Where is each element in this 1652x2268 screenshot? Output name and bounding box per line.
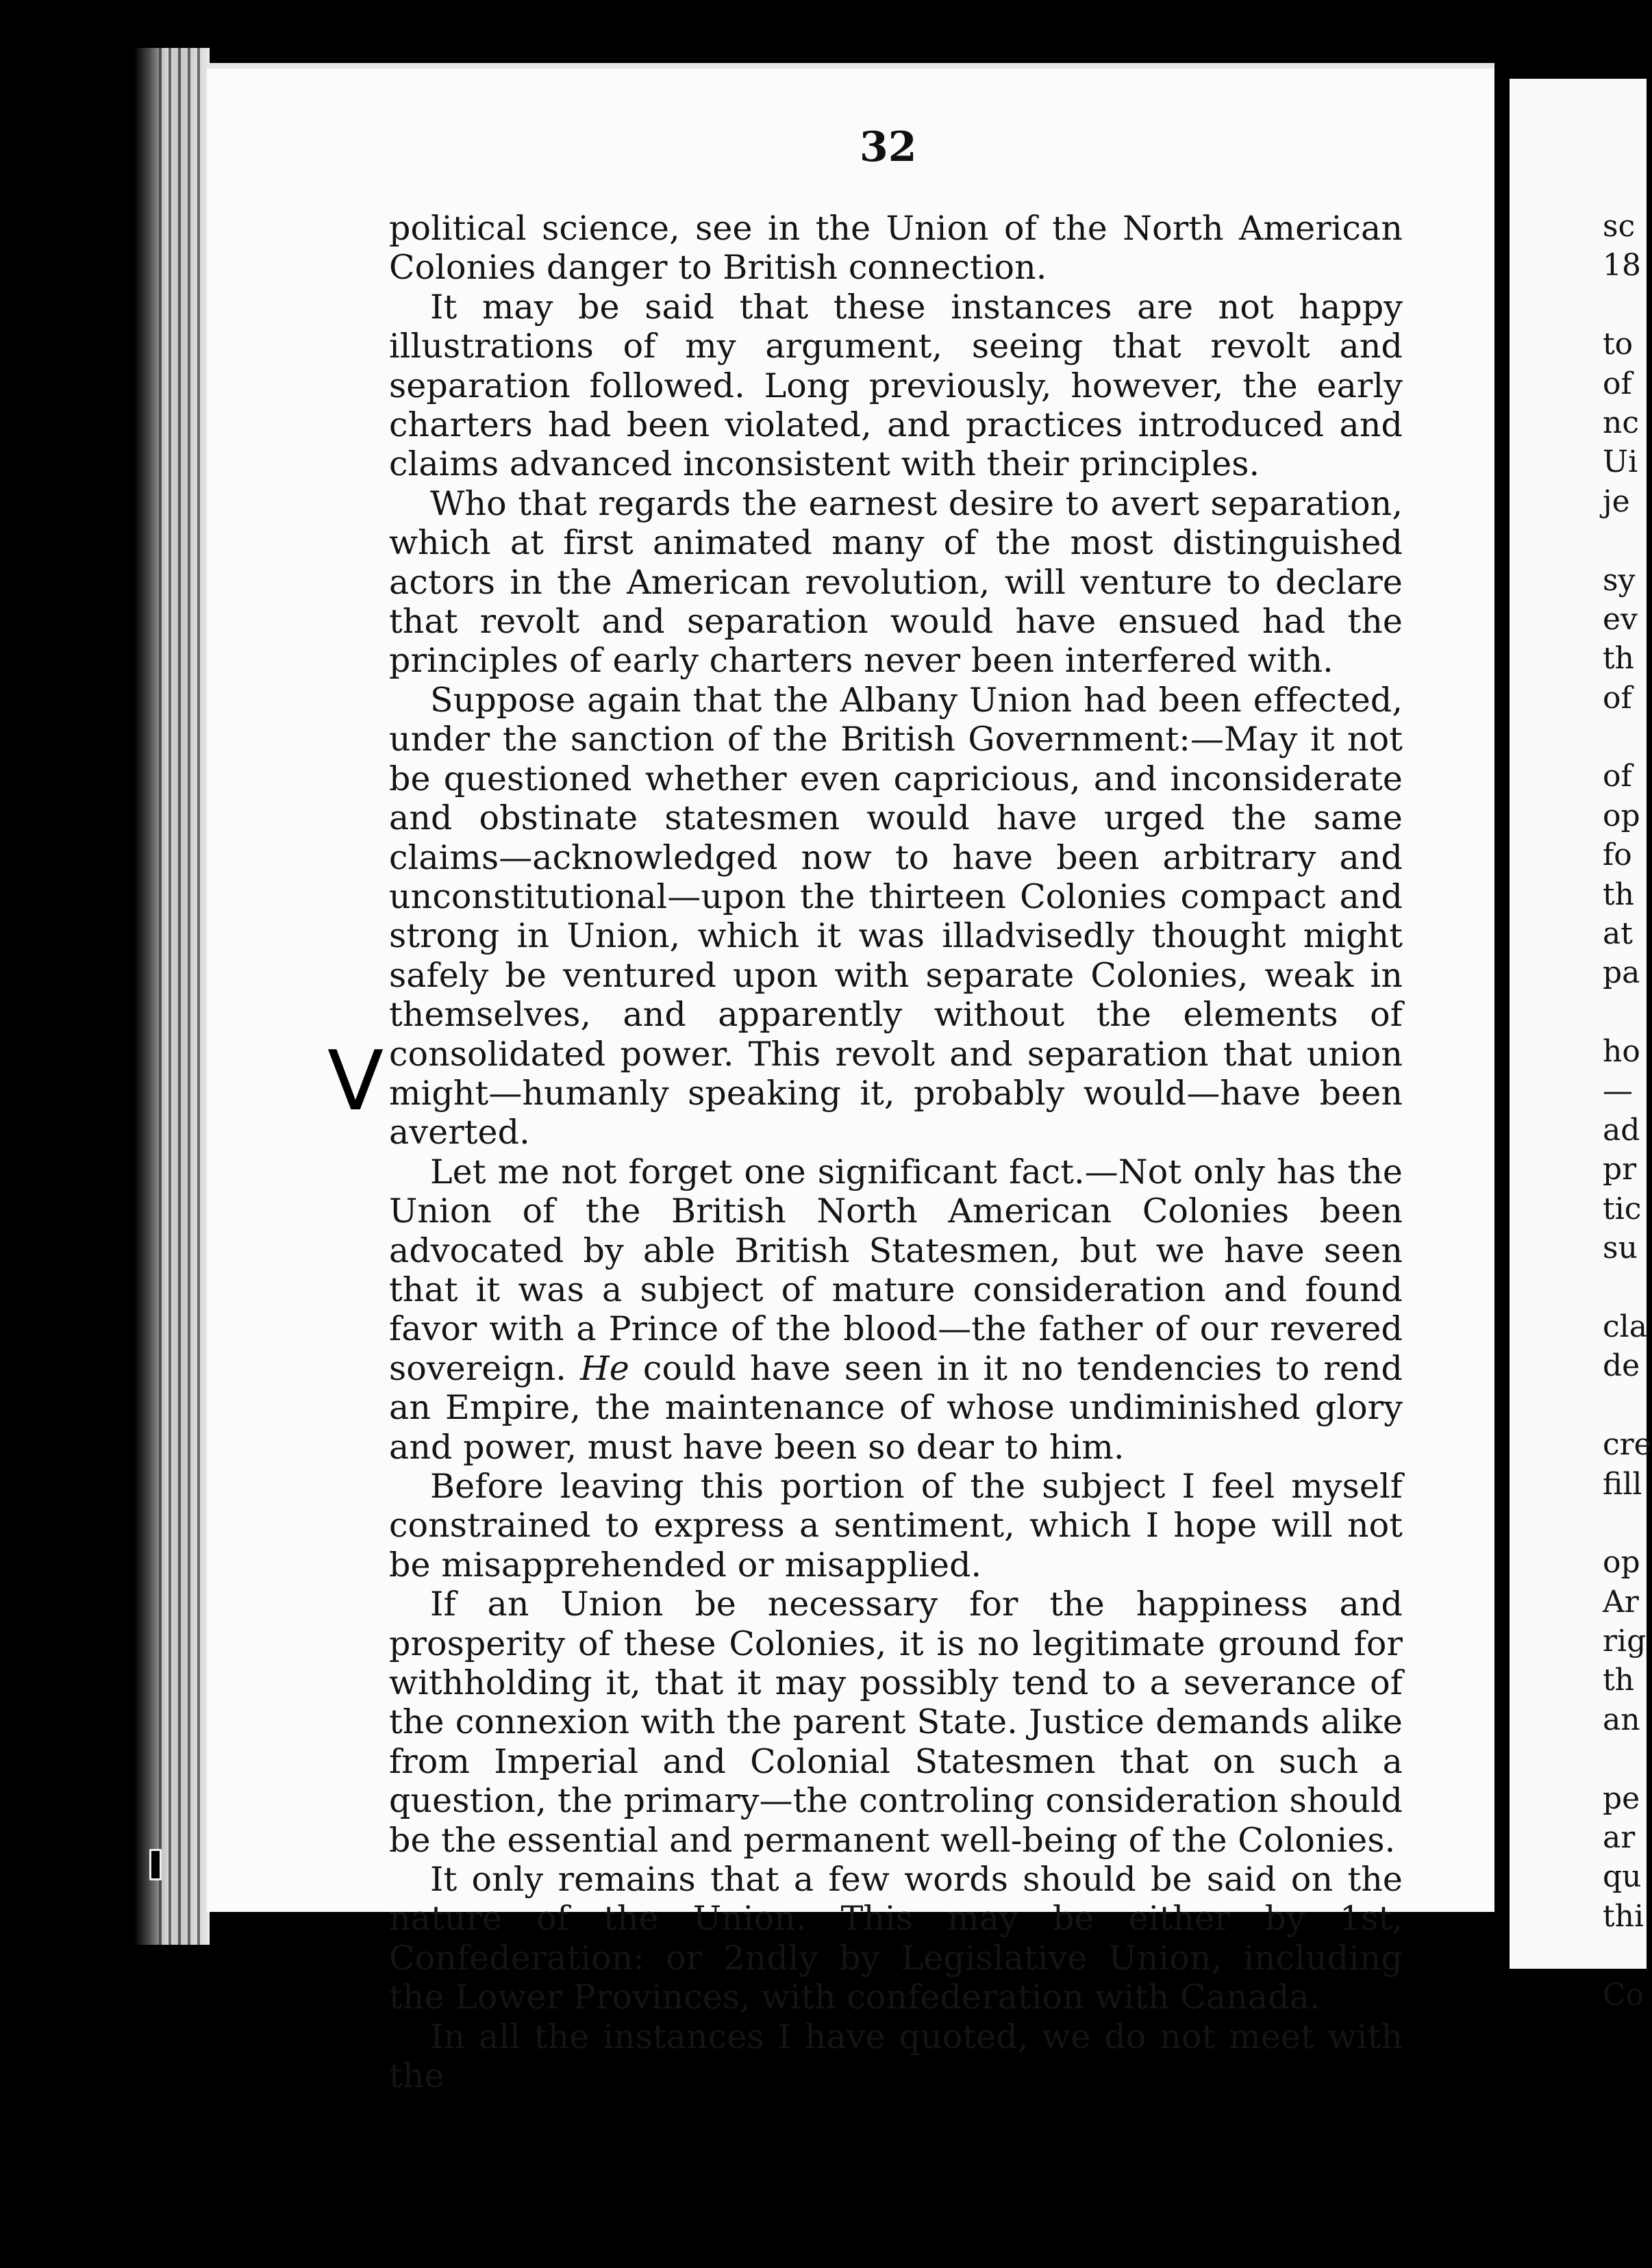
right-page-fragment: to: [1603, 327, 1634, 362]
right-page-fragment: ad: [1603, 1112, 1640, 1148]
page-edges: [159, 48, 207, 1945]
right-page-fragment: Co: [1603, 1977, 1644, 2013]
right-page-fragment: ho: [1603, 1034, 1640, 1070]
right-page-fragment: Ui: [1603, 444, 1638, 480]
margin-speck: [149, 1849, 162, 1880]
right-page-fragment: —: [1603, 1073, 1633, 1109]
right-page-fragment: sc: [1603, 209, 1636, 244]
right-page-fragment: thi: [1603, 1898, 1644, 1934]
paragraph: Before leaving this portion of the subject I feel myself constrained to express a sentiment, which I hope will not be misapprehended or misapplied.: [389, 1467, 1403, 1585]
right-page-fragment: [1603, 993, 1647, 1032]
paragraph: Suppose again that the Albany Union had been effected, under the sanction of the British Government:—May it not be questioned whether even capricious, and inconsiderate and obstinate statesmen would have urged the same claims—acknowledged now to have been arbitrary and unconstitutional—upon the thirteen Colonies compact and strong in Union, which it was illadvisedly thought might safely be ventured upon with separate Colonies, weak in themselves, and apparently without the elements of consolidated power. This revolt and separation that union might—humanly speaking it, probably would—have been averted.: [389, 680, 1403, 1152]
right-page-fragment: de: [1603, 1348, 1640, 1384]
right-page-fragment: sy: [1603, 562, 1636, 598]
paragraph: If an Union be necessary for the happiness and prosperity of these Colonies, it is no legitimate ground for withholding it, that it may possibly tend to a severance of the connexion with the parent State. Justice demands alike from Imperial and Colonial Statesmen that on such a question, the primary—the controling consideration should be the essential and permanent well-being of the Colonies.: [389, 1585, 1403, 1860]
paragraph: political science, see in the Union of the North American Colonies danger to British connection.: [389, 209, 1403, 288]
right-page-fragment: nc: [1603, 405, 1639, 440]
right-page-fragment: an: [1603, 1702, 1640, 1737]
right-page-fragment: [1603, 718, 1647, 757]
emphasis-text: He: [579, 1348, 629, 1388]
right-page-fragment: pe: [1603, 1780, 1640, 1816]
right-page-fragment: rig: [1603, 1624, 1647, 1659]
right-page-fragment: cla: [1603, 1309, 1647, 1344]
body-text: [389, 209, 1403, 2096]
paragraph: Who that regards the earnest desire to avert separation, which at first animated many of the most distinguished actors in the American revolution, will venture to declare that revolt and separation would have ensued had the principles of early charters never been interfered with.: [389, 483, 1403, 681]
right-page-fragment: ev: [1603, 601, 1638, 637]
right-page-fragment: qu: [1603, 1859, 1642, 1895]
right-page-fragment: Ar: [1603, 1584, 1639, 1620]
right-page-fragment: th: [1603, 877, 1635, 912]
right-page-fragment: [1603, 1386, 1647, 1425]
right-page-fragment: th: [1603, 1663, 1635, 1698]
right-page-fragment: op: [1603, 1545, 1640, 1580]
paragraph-text: Let me not forget one significant fact.—Not only has the Union of the British North American Colonies been advocated by able British Statesmen, but we have seen that it was a subject of mature consideration and found favor with a Prince of the blood—the father of our revered sovereign.: [389, 1152, 1403, 1388]
right-page-fragment: [1603, 1936, 1647, 1975]
right-page-fragment: pr: [1603, 1152, 1637, 1187]
right-page-fragment: of: [1603, 680, 1632, 716]
right-page-fragment: [1603, 1268, 1647, 1307]
margin-pencil-mark: V: [327, 1034, 384, 1129]
right-page-fragment: [1603, 286, 1647, 325]
paragraph-text: could have seen in it no tendencies to rend an Empire, the maintenance of whose undiminished glory and power, must have been so dear to him.: [389, 1348, 1403, 1467]
right-page-fragment: fill: [1603, 1466, 1642, 1502]
right-page-fragment: op: [1603, 798, 1640, 833]
right-page-fragment: th: [1603, 641, 1635, 677]
page-number: 32: [860, 123, 917, 171]
right-page-fragment: at: [1603, 916, 1633, 952]
right-page-fragment: je: [1603, 483, 1630, 519]
right-page-fragment: fo: [1603, 837, 1632, 873]
right-page-fragment: cre: [1603, 1427, 1652, 1463]
paragraph-prince: [389, 1152, 1403, 1467]
right-page-fragment: [1603, 521, 1647, 560]
right-page-fragment: pa: [1603, 955, 1640, 991]
paragraph: In all the instances I have quoted, we do not meet with the: [389, 2017, 1403, 2096]
right-page-fragment: tic: [1603, 1191, 1642, 1226]
paragraph: It only remains that a few words should be said on the nature of the Union. This may be either by 1st, Confederation: or 2ndly by Legislative Union, including the Lower Provinces, with confederation with Canada.: [389, 1860, 1403, 2017]
right-page-fragment: 18: [1603, 248, 1641, 284]
right-page-fragment: [1603, 1504, 1647, 1543]
right-page-fragment: [1603, 1739, 1647, 1778]
paragraph: It may be said that these instances are not happy illustrations of my argument, seeing that revolt and separation followed. Long previously, however, the early charters had been violated, and practices introduced and claims advanced inconsistent with their principles.: [389, 287, 1403, 484]
right-page-fragment: of: [1603, 366, 1632, 401]
right-page-fragment: ar: [1603, 1820, 1636, 1856]
right-page-fragment: of: [1603, 759, 1632, 794]
right-page-fragment: su: [1603, 1231, 1638, 1266]
right-page-text-fragments: [1603, 207, 1652, 2015]
